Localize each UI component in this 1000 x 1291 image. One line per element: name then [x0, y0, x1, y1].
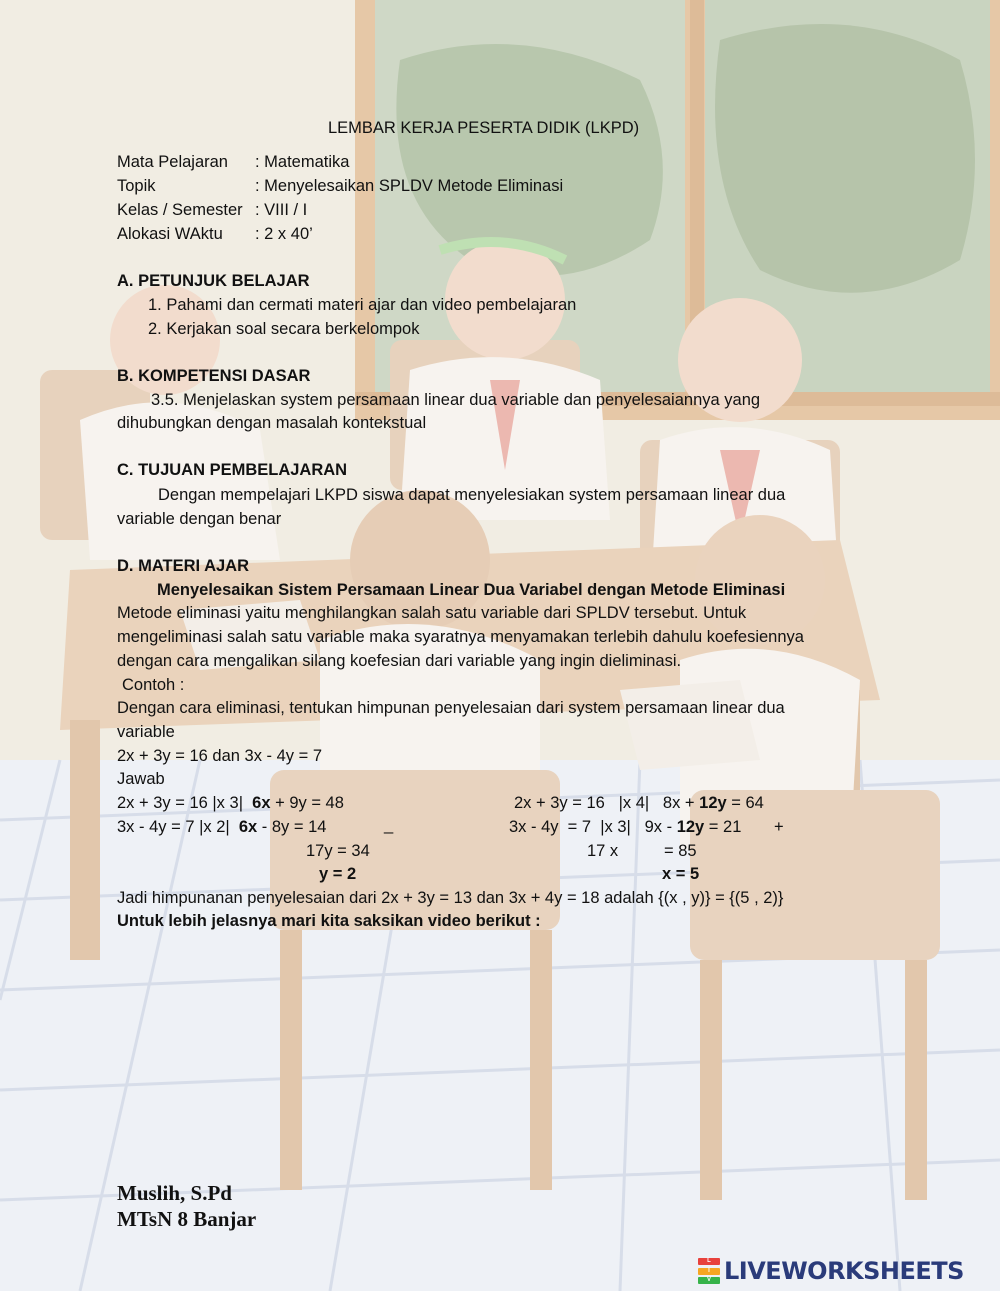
addition-operator: +: [774, 818, 784, 836]
equation-bold-term: 12y: [676, 818, 705, 836]
solution-set-conclusion: Jadi himpunanan penyelesaian dari 2x + 3y = 13 dan 3x + 4y = 18 adalah {(x , y)} = {(5 , 2)}: [117, 889, 784, 907]
badge-letter: I: [698, 1268, 720, 1275]
liveworksheets-badge-icon: [698, 1258, 720, 1284]
objective-text: Dengan mempelajari LKPD siswa dapat menyelesiakan system persamaan linear dua: [158, 486, 786, 504]
equation-text: = 64: [726, 794, 764, 812]
equation-bold-term: 12y: [699, 794, 727, 812]
left-elimination-result: 17y = 34: [306, 842, 370, 860]
video-prompt: Untuk lebih jelasnya mari kita saksikan video berikut :: [117, 912, 541, 930]
left-elimination-row-2: [117, 817, 326, 837]
equation-text: + 9y = 48: [270, 794, 344, 812]
competency-text: 3.5. Menjelaskan system persamaan linear dua variable dan penyelesaiannya yang: [151, 391, 761, 409]
material-paragraph: dengan cara mengalikan silang koefesian dari variable yang ingin dieliminasi.: [117, 652, 682, 670]
subtraction-operator: _: [384, 816, 394, 834]
identity-label-topic: Topik: [117, 177, 156, 195]
equation-system: 2x + 3y = 16 dan 3x - 4y = 7: [117, 747, 323, 765]
right-elimination-result: 17 x = 85: [587, 842, 697, 860]
identity-value-time: : 2 x 40’: [255, 225, 313, 243]
author-name: Muslih, S.Pd: [117, 1181, 232, 1205]
left-elimination-row-1: [117, 793, 344, 813]
worksheet-title: LEMBAR KERJA PESERTA DIDIK (LKPD): [328, 119, 640, 137]
badge-letter: L: [698, 1258, 720, 1265]
y-solution: y = 2: [319, 865, 357, 883]
x-solution: x = 5: [662, 865, 700, 883]
instruction-item: 2. Kerjakan soal secara berkelompok: [148, 320, 420, 338]
identity-value-class: : VIII / I: [255, 201, 308, 219]
equation-text: 3x - 4y = 7 |x 2|: [117, 818, 230, 836]
equation-bold-term: 6x: [252, 794, 271, 812]
badge-letter: V: [698, 1277, 720, 1284]
material-paragraph: mengeliminasi salah satu variable maka syaratnya menyamakan terlebih dahulu koefesiennya: [117, 628, 804, 646]
section-b-heading: B. KOMPETENSI DASAR: [117, 367, 311, 385]
example-question: variable: [117, 723, 175, 741]
equation-text: 3x - 4y = 7 |x 3| 9x -: [509, 818, 677, 836]
competency-text: dihubungkan dengan masalah kontekstual: [117, 414, 427, 432]
identity-label-time: Alokasi WAktu: [117, 225, 223, 243]
section-d-heading: D. MATERI AJAR: [117, 557, 249, 575]
answer-label: Jawab: [117, 770, 165, 788]
identity-label-class: Kelas / Semester: [117, 201, 243, 219]
equation-text: 2x + 3y = 16 |x 4| 8x +: [514, 794, 700, 812]
instruction-item: 1. Pahami dan cermati materi ajar dan video pembelajaran: [148, 296, 577, 314]
equation-bold-term: 6x: [238, 818, 258, 836]
example-question: Dengan cara eliminasi, tentukan himpunan penyelesaian dari system persamaan linear dua: [117, 699, 785, 717]
author-school: MTsN 8 Banjar: [117, 1207, 257, 1231]
right-elimination-row-2: [509, 817, 741, 837]
equation-text: - 8y = 14: [257, 818, 327, 836]
equation-text: = 21: [704, 818, 742, 836]
liveworksheets-logo[interactable]: [698, 1256, 994, 1286]
identity-label-subject: Mata Pelajaran: [117, 153, 228, 171]
section-c-heading: C. TUJUAN PEMBELAJARAN: [117, 461, 348, 479]
right-elimination-row-1: [514, 793, 764, 813]
material-subheading: Menyelesaikan Sistem Persamaan Linear Dua Variabel dengan Metode Eliminasi: [157, 581, 786, 599]
liveworksheets-wordmark: LIVEWORKSHEETS: [724, 1257, 964, 1285]
objective-text: variable dengan benar: [117, 510, 282, 528]
material-paragraph: Metode eliminasi yaitu menghilangkan salah satu variable dari SPLDV tersebut. Untuk: [117, 604, 747, 622]
section-a-heading: A. PETUNJUK BELAJAR: [117, 272, 310, 290]
identity-value-topic: : Menyelesaikan SPLDV Metode Eliminasi: [255, 177, 564, 195]
example-label: Contoh :: [122, 676, 185, 694]
equation-text: 2x + 3y = 16 |x 3|: [117, 794, 243, 812]
identity-value-subject: : Matematika: [255, 153, 350, 171]
